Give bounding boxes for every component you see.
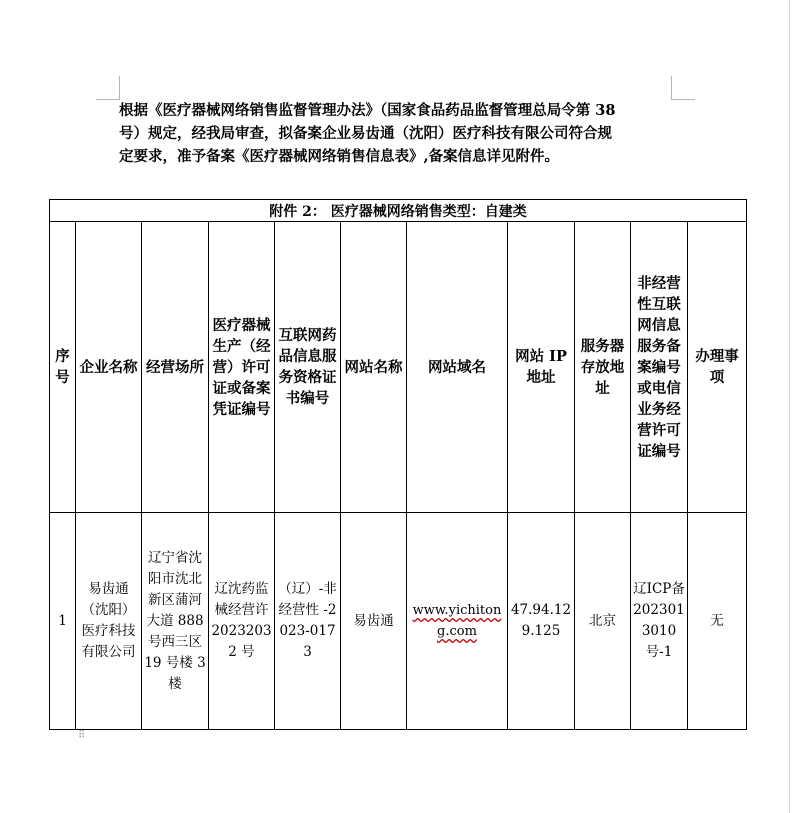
- cell-site-name: 易齿通: [341, 513, 407, 730]
- header-company: 企业名称: [76, 222, 142, 513]
- filing-info-table[interactable]: [49, 199, 747, 730]
- margin-corner-mark: [119, 76, 120, 100]
- intro-line: 号）规定，经我局审查，拟备案企业易齿通（沈阳）医疗科技有限公司符合规: [119, 125, 612, 142]
- cell-icp: 辽ICP备2023013010号-1: [631, 513, 688, 730]
- margin-corner-mark: [96, 99, 120, 100]
- intro-paragraph[interactable]: [119, 99, 679, 168]
- cell-license: 辽沈药监械经营许 20232032 号: [209, 513, 275, 730]
- header-index: 序号: [50, 222, 76, 513]
- margin-corner-mark: [671, 76, 672, 100]
- header-icp: 非经营性互联网信息服务备案编号或电信业务经营许可证编号: [631, 222, 688, 513]
- header-site-name: 网站名称: [341, 222, 407, 513]
- cell-ip: 47.94.129.125: [508, 513, 575, 730]
- table-move-handle-icon[interactable]: ⠿: [78, 730, 87, 741]
- cell-index: 1: [50, 513, 76, 730]
- table-title: 附件 2： 医疗器械网络销售类型：自建类: [50, 200, 747, 222]
- domain-link[interactable]: www.yichitong.com: [412, 603, 502, 639]
- intro-line: 定要求，准予备案《医疗器械网络销售信息表》,备案信息详见附件。: [119, 148, 560, 165]
- cell-server-location: 北京: [575, 513, 631, 730]
- cell-address: 辽宁省沈阳市沈北新区蒲河大道 888 号西三区 19 号楼 3 楼: [142, 513, 209, 730]
- header-ip: 网站 IP 地址: [508, 222, 575, 513]
- cell-company: 易齿通（沈阳）医疗科技有限公司: [76, 513, 142, 730]
- intro-line: 根据《医疗器械网络销售监督管理办法》（国家食品药品监督管理总局令第 38: [119, 102, 616, 119]
- header-license: 医疗器械生产（经营）许可证或备案凭证编号: [209, 222, 275, 513]
- header-domain: 网站域名: [407, 222, 508, 513]
- header-address: 经营场所: [142, 222, 209, 513]
- table-row: [50, 513, 747, 730]
- header-internet-cert: 互联网药品信息服务资格证书编号: [275, 222, 341, 513]
- header-action: 办理事项: [688, 222, 747, 513]
- cell-internet-cert: （辽）-非经营性 -2023-0173: [275, 513, 341, 730]
- page-edge: [789, 0, 790, 813]
- cell-action: 无: [688, 513, 747, 730]
- header-server-location: 服务器存放地址: [575, 222, 631, 513]
- cell-domain[interactable]: [407, 513, 508, 730]
